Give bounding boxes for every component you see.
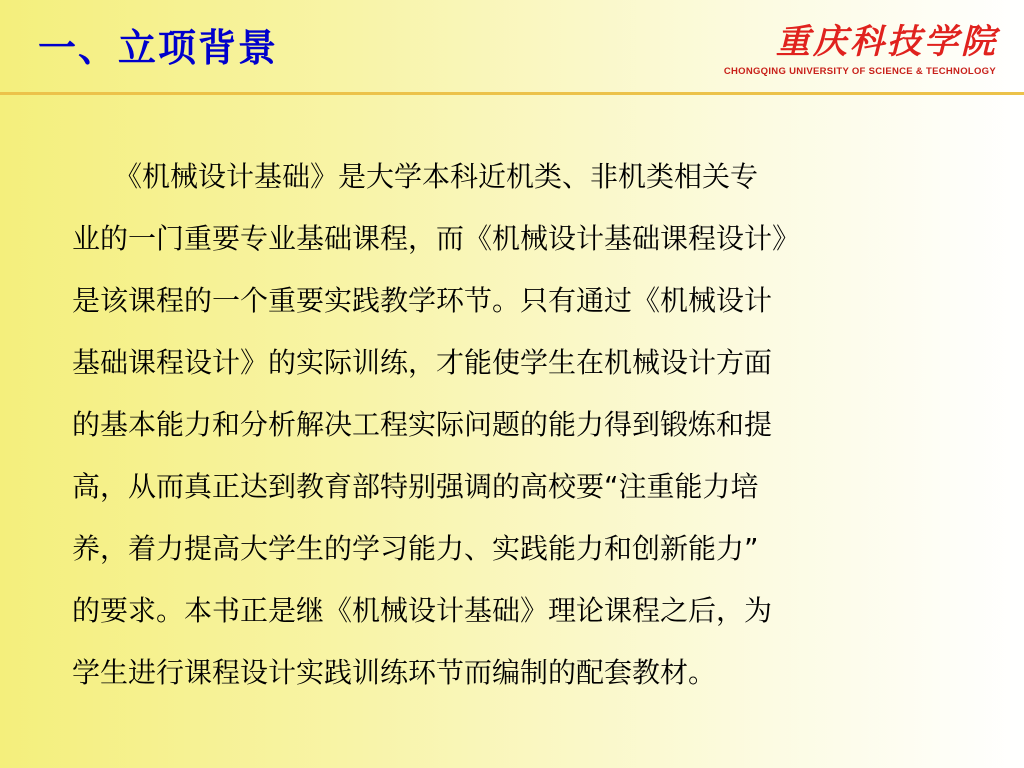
title-divider [0, 92, 1024, 95]
slide-title: 一、立项背景 [38, 25, 279, 70]
university-logo [723, 20, 1002, 84]
university-name-cn: 重庆科技学院 [776, 22, 998, 62]
background-paragraph: 《机械设计基础》是大学本科近机类、非机类相关专 业的一门重要专业基础课程，而《机械设计基础课程设计》 是该课程的一个重要实践教学环节。只有通过《机械设计 基础课程设计》的实际训练，才能使学生在机械设计方面 的基本能力和分析解决工程实际问题的能力得到锻炼和提 高，从而真正达到教育部特别强调的高校要“注重能力培 养，着力提高大学生的学习能力、实践能力和创新能力” 的要求。本书正是继《机械设计基础》理论课程之后，为 学生进行课程设计实践训练环节而编制的配套教材。 [72, 160, 801, 689]
university-name-en: CHONGQING UNIVERSITY OF SCIENCE & TECHNOLOGY [723, 66, 996, 77]
